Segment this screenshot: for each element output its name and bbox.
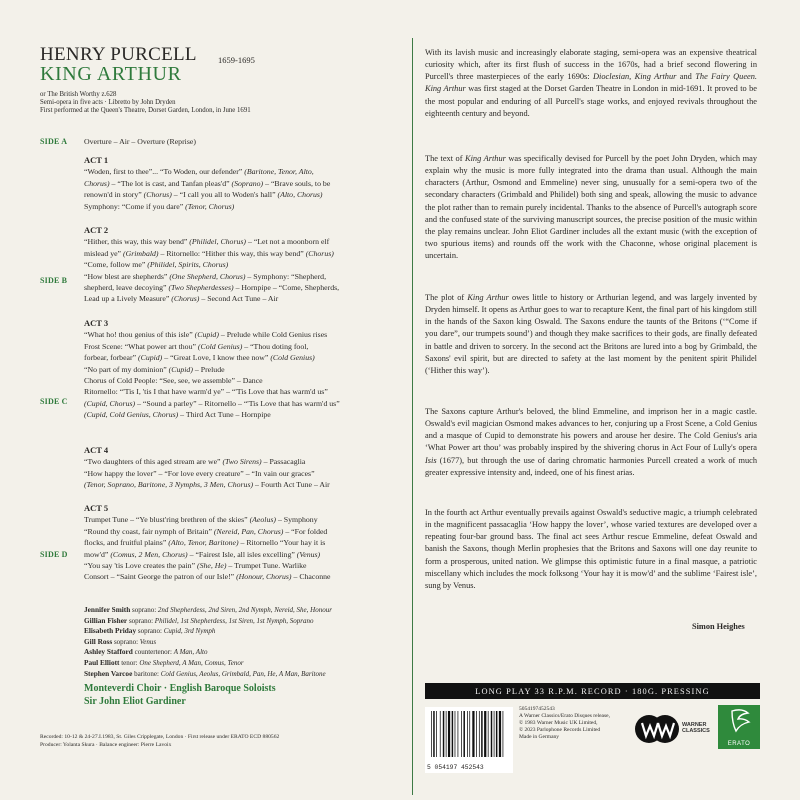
italic-title: Dioclesian, King Arthur xyxy=(593,72,677,82)
conductor-name: Sir John Eliot Gardiner xyxy=(84,695,186,707)
side-b-label: SIDE B xyxy=(40,276,68,285)
barcode-bar xyxy=(431,711,432,757)
barcode-bar xyxy=(463,711,465,757)
barcode-bar xyxy=(479,711,480,757)
barcode-bar xyxy=(448,711,450,757)
act-1-line: “Woden, first to thee”... “To Woden, our defender” (Baritone, Tenor, Alto, xyxy=(84,167,314,177)
act-4-line: (Tenor, Soprano, Baritone, 3 Nymphs, 3 Men, Chorus) – Fourth Act Tune – Air xyxy=(84,480,330,490)
barcode-bar xyxy=(436,711,437,757)
warner-classics-text xyxy=(682,722,710,734)
act-2-line: mislead ye” (Grimbald) – Ritornello: “Hither this way, this way bend” (Chorus) xyxy=(84,248,334,258)
act-5-line: “You say 'tis Love creates the pain” (She, He) – Trumpet Tune. Warlike xyxy=(84,561,307,571)
barcode-bar xyxy=(499,711,501,757)
notes-paragraph-4 xyxy=(425,406,757,479)
cast-list xyxy=(84,605,404,679)
composer-name: HENRY PURCELL xyxy=(40,44,197,65)
barcode-bar xyxy=(488,711,489,757)
opera-genre: Semi-opera in five acts · Libretto by John Dryden xyxy=(40,99,176,106)
act-4-line: “Two daughters of this aged stream are we” (Two Sirens) – Passacaglia xyxy=(84,457,306,467)
catalog-info xyxy=(519,706,610,741)
italic-title: King Arthur xyxy=(465,154,506,163)
act-2-block xyxy=(84,225,404,305)
barcode-bar xyxy=(469,711,470,757)
barcode-bar xyxy=(467,711,468,757)
barcode-bar xyxy=(476,711,477,757)
barcode-bar xyxy=(446,711,447,757)
side-c-label: SIDE C xyxy=(40,397,68,406)
cast-row: Gill Ross soprano: Venus xyxy=(84,636,157,646)
italic-title: The Fairy Queen. King Arthur xyxy=(425,72,757,94)
act-5-block xyxy=(84,503,404,583)
act-4-block xyxy=(84,445,404,491)
catalog-line: 5054197452543 xyxy=(519,706,555,712)
act-1-heading: ACT 1 xyxy=(84,155,109,165)
composer-dates: 1659-1695 xyxy=(218,55,255,65)
act-2-line: “Come, follow me” (Philidel, Spirits, Chorus) xyxy=(84,260,229,270)
notes-text: The text of xyxy=(425,154,466,163)
act-1-line: Chorus) – “The lot is cast, and Tanfan pleas'd” (Soprano) – “Brave souls, to be xyxy=(84,178,331,188)
notes-paragraph-3 xyxy=(425,292,757,377)
warner-classics-logo xyxy=(634,714,680,749)
act-4-heading: ACT 4 xyxy=(84,445,109,455)
barcode-bar xyxy=(503,711,504,757)
act-4-line: “How happy the lover” – “For love every creature” – “In vain our graces” xyxy=(84,468,315,478)
barcode-bar xyxy=(458,711,459,757)
cast-row: Jennifer Smith soprano: 2nd Shepherdess, 2nd Siren, 2nd Nymph, Nereid, She, Honour xyxy=(84,605,332,614)
warner-line: WARNER xyxy=(682,722,707,728)
erato-logo xyxy=(718,705,760,749)
act-3-line: forbear, forbear” (Cupid) – “Great Love, I know thee now” (Cold Genius) xyxy=(84,353,315,363)
notes-paragraph-5 xyxy=(425,507,757,592)
notes-text: (1677), but through the use of daring chromatic harmonies Purcell created a work of much greater expressive intensity and, indeed, one of his finest arias. xyxy=(425,455,757,477)
catalog-line: A Warner Classics/Erato Disques release, xyxy=(519,712,610,719)
act-3-line: Frost Scene: “What power art thou” (Cold Genius) – “Thou doting fool, xyxy=(84,341,309,351)
act-2-line: shepherd, leave decoying” (Two Shepherdesses) – Hornpipe – “Come, Shepherds, xyxy=(84,283,340,293)
notes-text: With its lavish music and increasingly elaborate staging, semi-opera was an expensive theatrical curiosity which, after its first flush of success in the 1670s, had a brief second flowering in Purcell's three masterpieces of the early 1690s: xyxy=(425,48,757,82)
barcode xyxy=(425,707,513,773)
notes-text: was first staged at the Dorset Garden Theatre in London in mid-1691. It proved to be the most popular and enduring of all Purcell's stage works, and enjoyed revivals throughout the eighteenth century and beyond. xyxy=(425,84,758,118)
act-5-line: flocks, and fruitful plains” (Alto, Tenor, Baritone) – Ritornello “Your hay it is xyxy=(84,538,326,548)
notes-text: In the fourth act Arthur eventually prevails against Oswald's seductive magic, a triumph celebrated in the magnificent passacaglia ‘How happy the lover’, whose varied textures are developed over a repeating four-bar ground bass. The final act sees Arthur rescue Emmeline, defeat Oswald and banish the Saxons, though Merlin prophesies that the Britons and Saxons will one day reunite to form a prosperous, united nation. We glimpse this optimistic future in a final masque, a patriotic miscellany which includes the mock folksong ‘Your hay it is mow'd’ and the sublime ‘Fairest isle’, sung by Venus. xyxy=(425,508,757,590)
lp-pressing-band: LONG PLAY 33 R.P.M. RECORD · 180G. PRESSING xyxy=(425,683,760,699)
notes-text: The Saxons capture Arthur's beloved, the blind Emmeline, and imprison her in a magic castle. Oswald's evil magician Osmond makes advances to her, conjuring up a Frost Scene, a Cold Genius and a masque of Cupid to demonstrate his powers and arouse her desire. The Cold Genius's aria ‘What Power art thou’ was probably inspired by the shivering chorus in Act Four of Lully's opera xyxy=(425,407,757,453)
side-a-label: SIDE A xyxy=(40,137,68,146)
erato-emblem-icon xyxy=(718,705,760,739)
act-3-block xyxy=(84,318,404,421)
barcode-bar xyxy=(433,711,435,757)
act-2-line: “Hither, this way, this way bend” (Philidel, Chorus) – “Let not a moonborn elf xyxy=(84,237,330,247)
notes-text: The plot of xyxy=(425,293,468,302)
premiere-info: First performed at the Queen's Theatre, Dorset Garden, London, in June 1691 xyxy=(40,107,251,114)
barcode-number: 5 054197 452543 xyxy=(427,764,484,771)
act-2-line: “How blest are shepherds” (One Shepherd, Chorus) – Symphony: “Shepherd, xyxy=(84,271,327,281)
act-1-line: Symphony: “Come if you dare” (Tenor, Chorus) xyxy=(84,201,235,211)
barcode-bar xyxy=(481,711,483,757)
notes-text: was specifically devised for Purcell by the poet John Dryden, which may explain why the music is more fully integrated into the drama than usual. Although the main characters (Arthur, Osmond and Emmeline) never sing, unusually for a semi-opera two of the secondary characters (Grimbald and Philidel) both sing and speak, allowing the music to advance the plot rather than to remain purely incidental. Thanks to the absence of Purcell's autograph score and the confused state of the surviving manuscript sources, the precise position of the music within the play remains unclear. John Eliot Gardiner includes all the extant music (with the exception of two spurious items) and rounds off the work with the Chaconne, whose original placement is uncertain. xyxy=(425,154,757,261)
act-3-line: “No part of my dominion” (Cupid) – Prelude xyxy=(84,364,225,374)
cast-row: Gillian Fisher soprano: Philidel, 1st Shepherdess, 1st Siren, 1st Nymph, Soprano xyxy=(84,615,314,625)
producer-info: Producer: Yolanta Skura · Balance engineer: Pierre Lavoix xyxy=(40,742,172,748)
act-3-line: (Cupid, Cold Genius, Chorus) – Third Act Tune – Hornpipe xyxy=(84,410,271,420)
act-2-heading: ACT 2 xyxy=(84,225,109,235)
erato-label: ERATO xyxy=(727,741,751,747)
recording-info: Recorded: 10-12 & 24-27.I.1983, St. Giles Cripplegate, London · First release under ERATO ECD 880562 xyxy=(40,734,280,740)
cast-row: Stephen Varcoe baritone: Cold Genius, Aeolus, Grimbald, Pan, He, A Man, Baritone xyxy=(84,668,326,678)
notes-paragraph-1 xyxy=(425,47,757,120)
catalog-line: Made in Germany xyxy=(519,733,560,740)
notes-author: Simon Heighes xyxy=(692,622,745,631)
opera-subtitle: or The British Worthy z.628 xyxy=(40,91,117,98)
side-d-label: SIDE D xyxy=(40,550,68,559)
warner-line: CLASSICS xyxy=(682,728,710,734)
opera-title: KING ARTHUR xyxy=(40,63,182,85)
ensembles xyxy=(84,683,276,708)
barcode-bar xyxy=(472,711,474,757)
barcode-bar xyxy=(484,711,486,757)
ensemble-names: Monteverdi Choir · English Baroque Soloists xyxy=(84,683,276,694)
act-3-line: Chorus of Cold People: “See, see, we assemble” – Dance xyxy=(84,376,263,386)
catalog-line: © 2023 Parlophone Records Limited xyxy=(519,726,601,733)
barcode-bar xyxy=(494,711,495,757)
cast-row: Paul Elliott tenor: One Shepherd, A Man, Comus, Tenor xyxy=(84,657,244,667)
barcode-bar xyxy=(496,711,498,757)
barcode-bars xyxy=(425,707,513,761)
catalog-line: © 1983 Warner Music UK Limited, xyxy=(519,719,598,726)
barcode-bar xyxy=(491,711,493,757)
act-1-block xyxy=(84,155,404,212)
act-2-line: Lead up a Lively Measure” (Chorus) – Second Act Tune – Air xyxy=(84,294,279,304)
italic-title: King Arthur xyxy=(467,293,509,302)
barcode-bar xyxy=(443,711,445,757)
overture-track: Overture – Air – Overture (Reprise) xyxy=(84,137,196,146)
column-divider xyxy=(412,38,413,795)
cast-row: Elisabeth Priday soprano: Cupid, 3rd Nymph xyxy=(84,626,216,636)
barcode-bar xyxy=(440,711,441,757)
notes-paragraph-2 xyxy=(425,153,757,262)
italic-title: Isis xyxy=(425,455,437,465)
barcode-bar xyxy=(461,711,462,757)
act-3-heading: ACT 3 xyxy=(84,318,109,328)
notes-text: owes little to history or Arthurian legend, and was largely invented by Dryden himself. It opens as Arthur goes to war to recapture Kent, the final part of his kingdom still in the hands of the Saxon king Oswald. The Saxons endure the taunts of the Britons (‘“Come if you dare”, our trumpets sound’) and though they make sacrifices to their gods, are finally defeated in battle and driven to sorcery. In the second act the Britons are lured into a bog by Grimbald, the Saxons' evil spirit, but are directed to safety at the last moment by the penitent spirit Philidel (‘Hither this way’). xyxy=(425,293,757,375)
cast-row: Ashley Stafford countertenor: A Man, Alto xyxy=(84,647,208,657)
act-5-line: mow'd” (Comus, 2 Men, Chorus) – “Fairest Isle, all isles excelling” (Venus) xyxy=(84,549,321,559)
notes-text: and xyxy=(676,72,696,82)
act-5-line: Trumpet Tune – “Ye blust'ring brethren of the skies” (Aeolus) – Symphony xyxy=(84,515,318,525)
act-3-line: “What ho! thou genius of this isle” (Cupid) – Prelude while Cold Genius rises xyxy=(84,330,328,340)
act-5-heading: ACT 5 xyxy=(84,503,109,513)
barcode-bar xyxy=(455,711,456,757)
act-5-line: Consort – “Saint George the patron of our Isle!” (Honour, Chorus) – Chaconne xyxy=(84,572,331,582)
barcode-bar xyxy=(452,711,454,757)
act-3-line: (Cupid, Chorus) – “Sound a parley” – Ritornello – “'Tis Love that has warm'd us” xyxy=(84,398,340,408)
act-3-line: Ritornello: “'Tis I, 'tis I that have warm'd ye” – “'Tis Love that has warm'd us” xyxy=(84,387,328,397)
act-5-line: “Round thy coast, fair nymph of Britain” (Nereid, Pan, Chorus) – “For folded xyxy=(84,526,328,536)
act-1-line: renown'd in story” (Chorus) – “I call you all to Woden's hall” (Alto, Chorus) xyxy=(84,190,323,200)
warner-w-icon xyxy=(634,714,680,744)
